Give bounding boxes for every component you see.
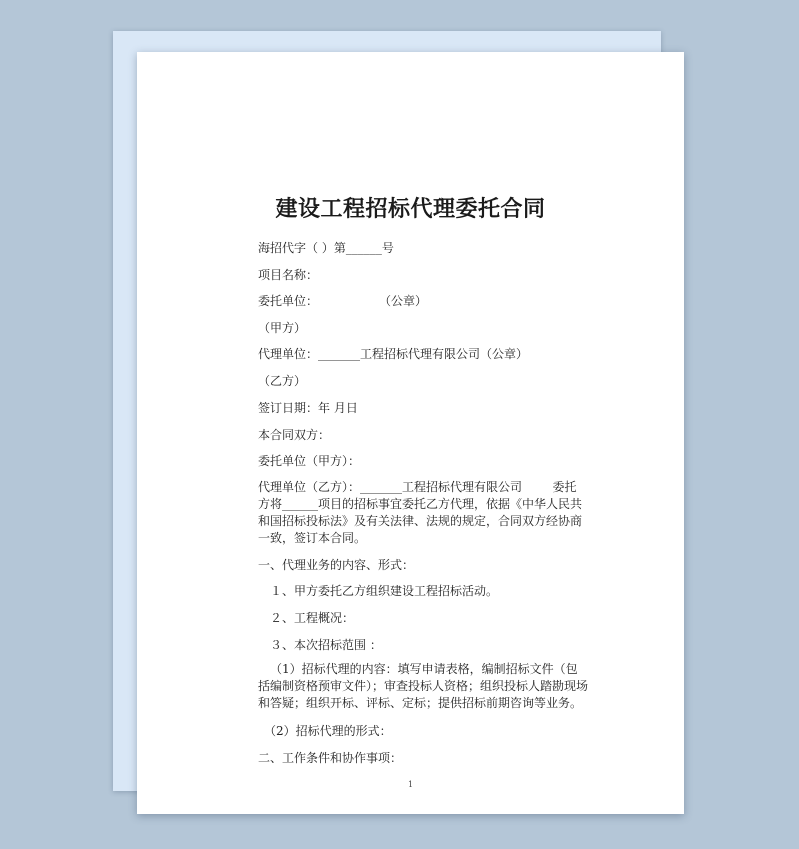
section-1-heading: 一、代理业务的内容、形式： <box>258 558 415 572</box>
item-1: １、甲方委托乙方组织建设工程招标活动。 <box>270 584 499 598</box>
signing-date-label: 签订日期：年 月日 <box>258 401 358 415</box>
project-name-label: 项目名称： <box>258 268 319 282</box>
party-a-label: （甲方） <box>258 321 307 335</box>
agent-unit-label: 代理单位：_______工程招标代理有限公司（公章） <box>258 347 529 361</box>
client-unit-label: 委托单位： （公章） <box>258 294 428 308</box>
scope-paragraph: （1）招标代理的内容：填写申请表格，编制招标文件（包括编制资格预审文件）；审查投标人资格；组织投标人踏勘现场和答疑；组织开标、评标、定标；提供招标前期咨询等业务。 <box>258 662 589 710</box>
item-3: ３、本次招标范围 ： <box>270 638 382 652</box>
item-2: ２、工程概况： <box>270 611 355 625</box>
contract-parties-label: 本合同双方： <box>258 428 331 442</box>
contract-number: 海招代字（ ）第______号 <box>258 241 394 255</box>
client-party-a-label: 委托单位（甲方）： <box>258 454 361 468</box>
party-b-label: （乙方） <box>258 374 307 388</box>
page-number: 1 <box>407 780 414 789</box>
section-2-heading: 二、工作条件和协作事项： <box>258 751 403 765</box>
document-title: 建设工程招标代理委托合同 <box>275 197 546 222</box>
agent-paragraph: 代理单位（乙方）：_______工程招标代理有限公司 委托方将______项目的招标事宜委托乙方代理，依据《中华人民共和国招标投标法》及有关法律、法规的规定，合同双方经协商一致，签订本合同。 <box>258 480 583 545</box>
agency-form-item: （2）招标代理的形式： <box>264 724 392 738</box>
document-page <box>137 52 684 814</box>
